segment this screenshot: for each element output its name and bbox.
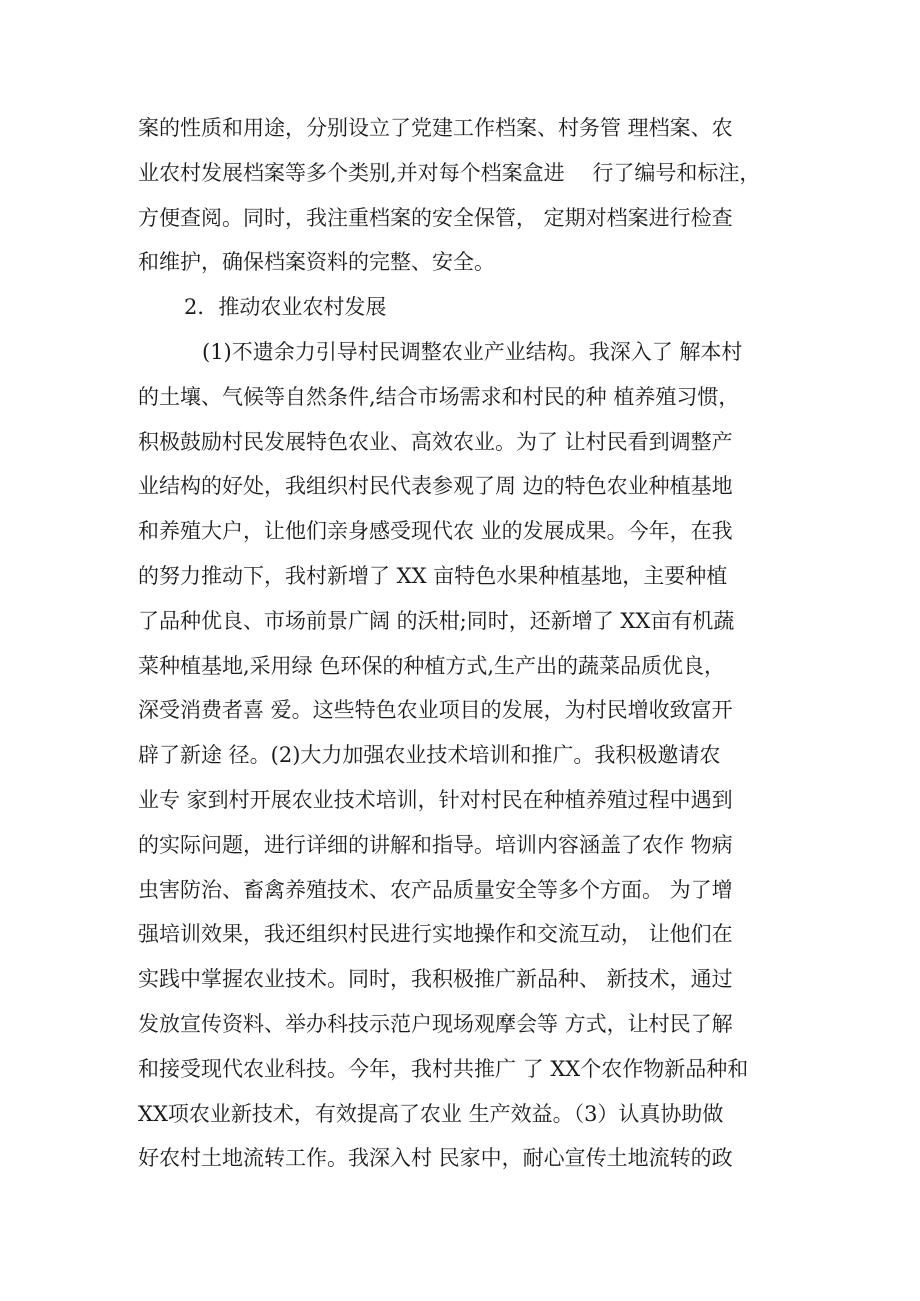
text-line: 业农村发展档案等多个类别,并对每个档案盒进 行了编号和标注， [138,160,761,185]
body-text [138,106,798,1181]
text-line: 发放宣传资料、举办科技示范户现场观摩会等 方式，让村民了解 [138,1011,733,1036]
text-line: 强培训效果，我还组织村民进行实地操作和交流互动， 让他们在 [138,922,733,947]
section-heading: 2．推动农业农村发展 [184,295,387,320]
text-line: 好农村土地流转工作。我深入村 民家中，耐心宣传土地流转的政 [138,1146,733,1171]
text-line: (1)不遗余力引导村民调整农业产业结构。我深入了 解本村 [202,339,743,364]
text-line: 业结构的好处，我组织村民代表参观了周 边的特色农业种植基地 [138,474,733,499]
text-line: 和维护，确保档案资料的完整、安全。 [138,250,495,275]
text-line: XX项农业新技术，有效提高了农业 生产效益。（3）认真协助做 [138,1101,724,1126]
text-line: 和养殖大户，让他们亲身感受现代农 业的发展成果。今年，在我 [138,519,733,544]
text-line: 了品种优良、市场前景广阔 的沃柑;同时，还新增了 XX亩有机蔬 [138,608,735,633]
text-line: 的土壤、气候等自然条件,结合市场需求和村民的种 植养殖习惯， [138,384,740,409]
text-line: 辟了新途 径。(2)大力加强农业技术培训和推广。我积极邀请农 [138,743,721,768]
text-line: 菜种植基地,采用绿 色环保的种植方式,生产出的蔬菜品质优良， [138,653,726,678]
text-line: 的努力推动下，我村新增了 XX 亩特色水果种植基地，主要种植 [138,563,728,588]
text-line: 和接受现代农业科技。今年，我村共推广 了 XX个农作物新品种和 [138,1056,749,1081]
text-line: 深受消费者喜 爱。这些特色农业项目的发展，为村民增收致富开 [138,698,733,723]
text-line: 的实际问题，进行详细的讲解和指导。培训内容涵盖了农作 物病 [138,832,733,857]
text-line: 方便查阅。同时，我注重档案的安全保管， 定期对档案进行检查 [138,205,733,230]
text-line: 实践中掌握农业技术。同时，我积极推广新品种、 新技术，通过 [138,967,733,992]
text-line: 业专 家到村开展农业技术培训，针对村民在种植养殖过程中遇到 [138,787,733,812]
text-line: 虫害防治、畜禽养殖技术、农产品质量安全等多个方面。 为了增 [138,877,733,902]
text-line: 积极鼓励村民发展特色农业、高效农业。为了 让村民看到调整产 [138,429,733,454]
text-line: 案的性质和用途，分别设立了党建工作档案、村务管 理档案、农 [138,116,733,140]
